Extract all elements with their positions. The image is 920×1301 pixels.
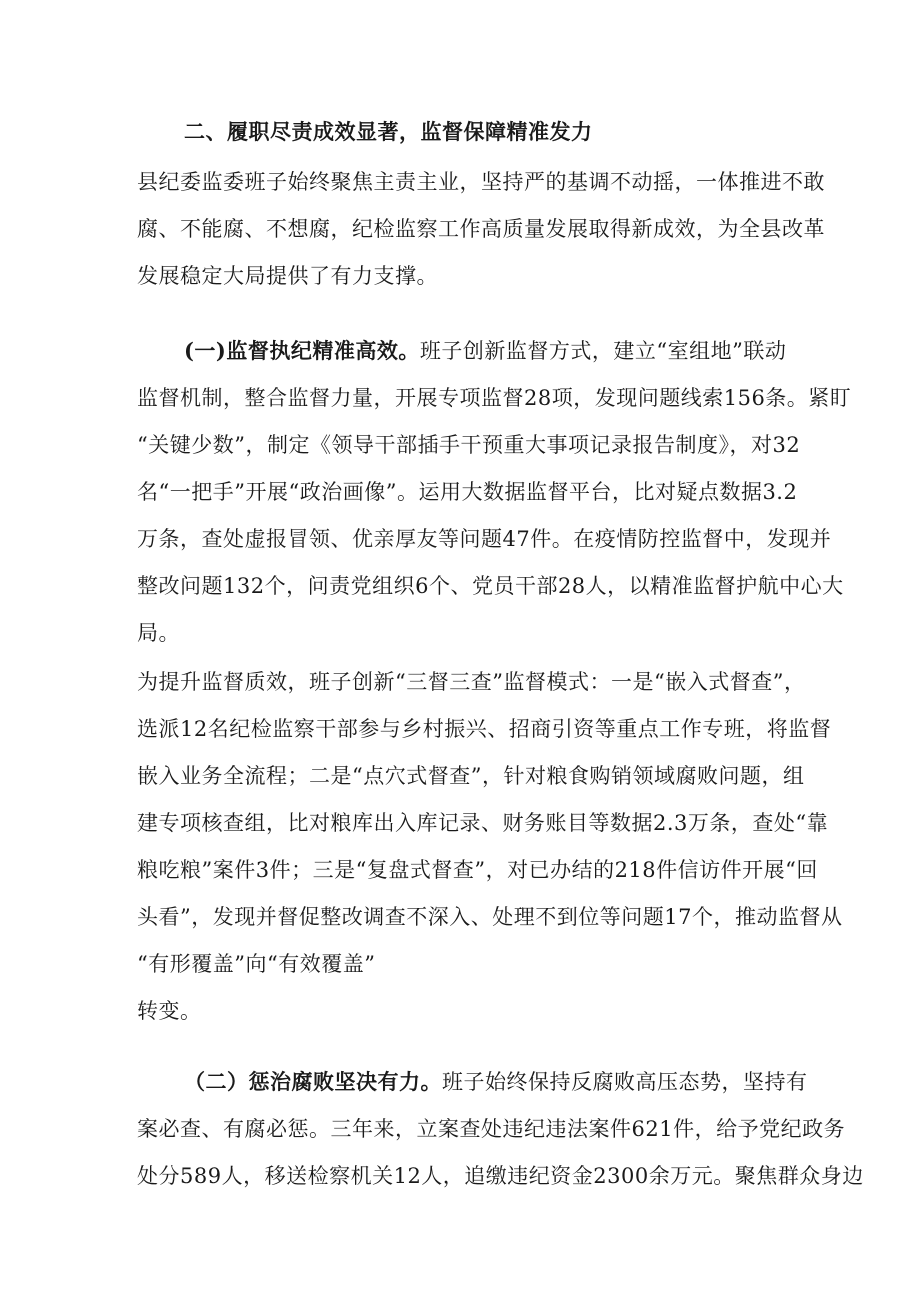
intro-line: 发展稳定大局提供了有力支撑。 <box>137 264 438 288</box>
mode-paragraph-line: 粮吃粮”案件3件；三是“复盘式督查”，对已办结的218件信访件开展“回 <box>137 858 818 882</box>
intro-line: 县纪委监委班子始终聚焦主责主业，坚持严的基调不动摇，一体推进不敢 <box>137 170 825 194</box>
mode-paragraph-line: 转变。 <box>137 999 202 1023</box>
mode-paragraph-line: 选派12名纪检监察干部参与乡村振兴、招商引资等重点工作专班，将监督 <box>137 717 832 741</box>
subsection2-text: 班子始终保持反腐败高压态势，坚持有 <box>442 1070 808 1094</box>
subsection1-line: 监督机制，整合监督力量，开展专项监督28项，发现问题线索156条。紧盯 <box>137 386 852 410</box>
intro-line: 腐、不能腐、不想腐，纪检监察工作高质量发展取得新成效，为全县改革 <box>137 217 825 241</box>
subsection2-first-line <box>184 1068 808 1096</box>
section-heading: 二、履职尽责成效显著，监督保障精准发力 <box>184 119 593 144</box>
subsection1-line: 局。 <box>137 621 180 645</box>
subsection1-line: 名“一把手”开展“政治画像”。运用大数据监督平台，比对疑点数据3.2 <box>137 480 798 504</box>
mode-paragraph-line: 建专项核查组，比对粮库出入库记录、财务账目等数据2.3万条，查处“靠 <box>137 811 829 835</box>
subsection2-title: （二）惩治腐败坚决有力。 <box>184 1069 442 1094</box>
subsection2-line: 处分589人，移送检察机关12人，追缴违纪资金2300余万元。聚焦群众身边 <box>137 1164 864 1188</box>
subsection1-line: 整改问题132个，问责党组织6个、党员干部28人，以精准监督护航中心大 <box>137 574 844 598</box>
subsection1-title: (一)监督执纪精准高效。 <box>184 338 420 363</box>
subsection1-line: 万条，查处虚报冒领、优亲厚友等问题47件。在疫情防控监督中，发现并 <box>137 527 832 551</box>
subsection1-text: 班子创新监督方式，建立“室组地”联动 <box>419 339 787 363</box>
subsection2-line: 案必查、有腐必惩。三年来，立案查处违纪违法案件621件，给予党纪政务 <box>137 1117 846 1141</box>
mode-paragraph-line: 嵌入业务全流程；二是“点穴式督查”，针对粮食购销领域腐败问题，组 <box>137 764 805 788</box>
mode-paragraph-line: “有形覆盖”向“有效覆盖” <box>137 952 376 976</box>
subsection1-line: “关键少数”，制定《领导干部插手干预重大事项记录报告制度》，对32 <box>137 433 801 457</box>
subsection1-first-line <box>184 337 786 365</box>
mode-paragraph-line: 为提升监督质效，班子创新“三督三查”监督模式：一是“嵌入式督查”， <box>137 670 806 694</box>
mode-paragraph-line: 头看”，发现并督促整改调查不深入、处理不到位等问题17个，推动监督从 <box>137 905 843 929</box>
